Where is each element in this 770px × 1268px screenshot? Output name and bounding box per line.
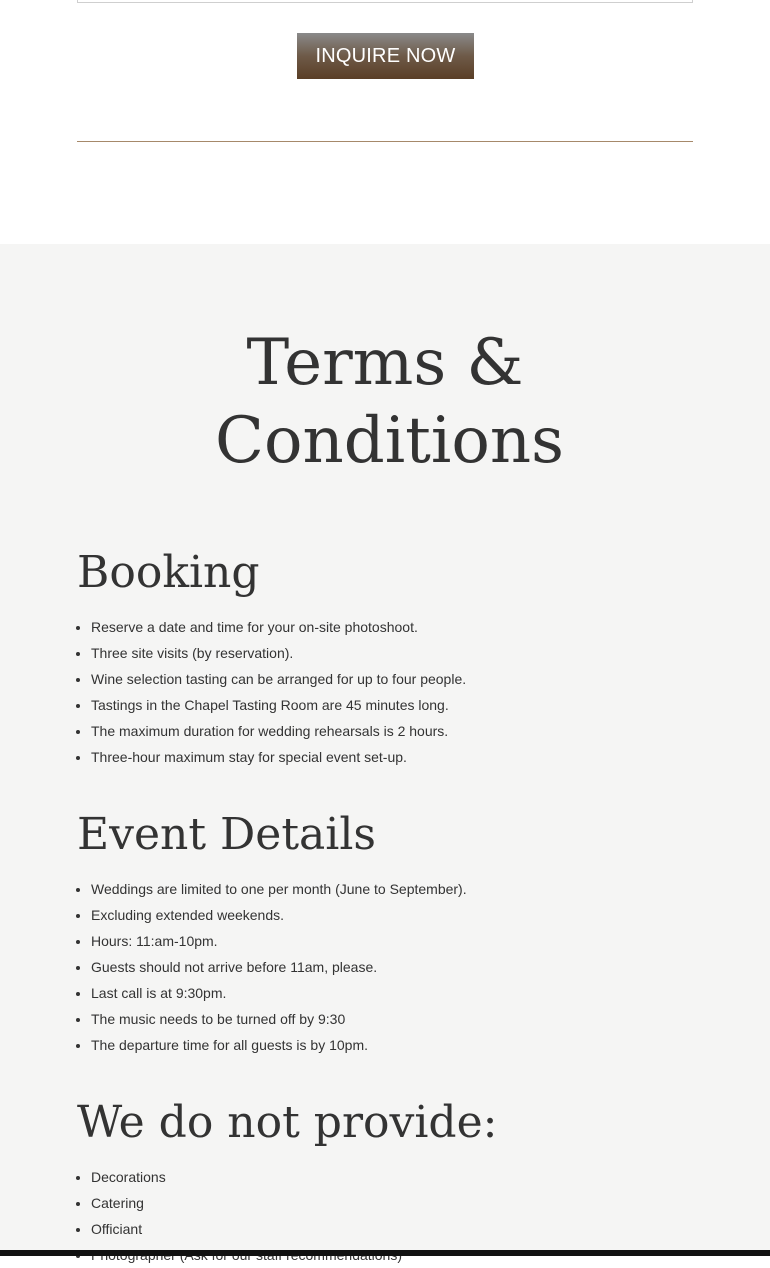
not-provided-heading: We do not provide: [77,1097,498,1148]
list-item: • Three-hour maximum stay for special event set-up. [91,744,697,770]
terms-title: Terms & Conditions [215,326,564,478]
booking-heading: Booking [77,547,260,598]
list-item: • Excluding extended weekends. [91,902,697,928]
terms-and-conditions-section [0,244,770,1250]
event-details-list [77,876,697,1058]
list-item: • Weddings are limited to one per month (June to September). [91,876,697,902]
section-divider [77,141,693,142]
list-item: • Decorations [91,1164,697,1190]
list-item: • Tastings in the Chapel Tasting Room are 45 minutes long. [91,692,697,718]
event-details-heading: Event Details [77,809,376,860]
message-textarea-bottom[interactable] [77,0,693,3]
not-provided-section [77,1096,697,1268]
list-item: • The maximum duration for wedding rehearsals is 2 hours. [91,718,697,744]
inquire-now-button[interactable]: INQUIRE NOW [297,33,474,79]
event-details-section [77,808,697,1058]
booking-section [77,546,697,770]
list-item: • Hours: 11:am-10pm. [91,928,697,954]
list-item: • Three site visits (by reservation). [91,640,697,666]
list-item: • Guests should not arrive before 11am, please. [91,954,697,980]
bottom-edge-bar [0,1250,770,1256]
list-item: • Wine selection tasting can be arranged for up to four people. [91,666,697,692]
list-item: • Reserve a date and time for your on-site photoshoot. [91,614,697,640]
list-item: • The music needs to be turned off by 9:30 [91,1006,697,1032]
booking-list [77,614,697,770]
list-item: • Last call is at 9:30pm. [91,980,697,1006]
inquiry-form-section [0,0,770,244]
list-item: • Officiant [91,1216,697,1242]
list-item: • The departure time for all guests is by 10pm. [91,1032,697,1058]
list-item: • Catering [91,1190,697,1216]
